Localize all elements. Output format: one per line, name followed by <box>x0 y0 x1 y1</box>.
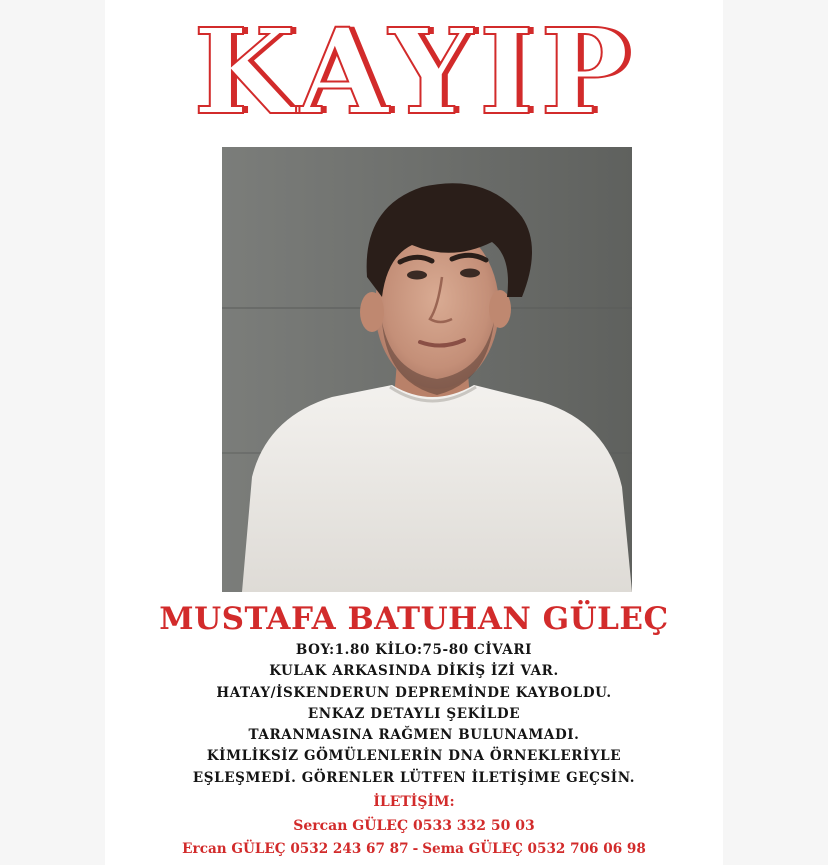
contact-separator: - <box>412 841 419 857</box>
contact-ercan: Ercan GÜLEÇ 0532 243 67 87 <box>182 841 409 857</box>
missing-person-photo <box>222 147 632 592</box>
contact-line-2 <box>0 838 828 860</box>
poster-headline: KAYIP <box>193 2 635 141</box>
description-block <box>0 640 828 789</box>
description-line: TARANMASINA RAĞMEN BULUNAMADI. <box>248 727 580 744</box>
description-line: ENKAZ DETAYLI ŞEKİLDE <box>307 705 521 722</box>
contact-heading: İLETİŞİM: <box>373 794 455 810</box>
contact-line-1: Sercan GÜLEÇ 0533 332 50 03 <box>293 818 535 834</box>
description-line: KULAK ARKASINDA DİKİŞ İZİ VAR. <box>269 663 559 680</box>
description-line: HATAY/İSKENDERUN DEPREMİNDE KAYBOLDU. <box>216 684 612 701</box>
description-line: KİMLİKSİZ GÖMÜLENLERİN DNA ÖRNEKLERİYLE <box>206 748 622 765</box>
description-line: EŞLEŞMEDİ. GÖRENLER LÜTFEN İLETİŞİME GEÇSİN. <box>192 769 636 786</box>
missing-person-name: MUSTAFA BATUHAN GÜLEÇ <box>159 601 669 637</box>
description-line: BOY:1.80 KİLO:75-80 CİVARI <box>295 642 533 658</box>
contact-sema: Sema GÜLEÇ 0532 706 06 98 <box>422 841 646 857</box>
